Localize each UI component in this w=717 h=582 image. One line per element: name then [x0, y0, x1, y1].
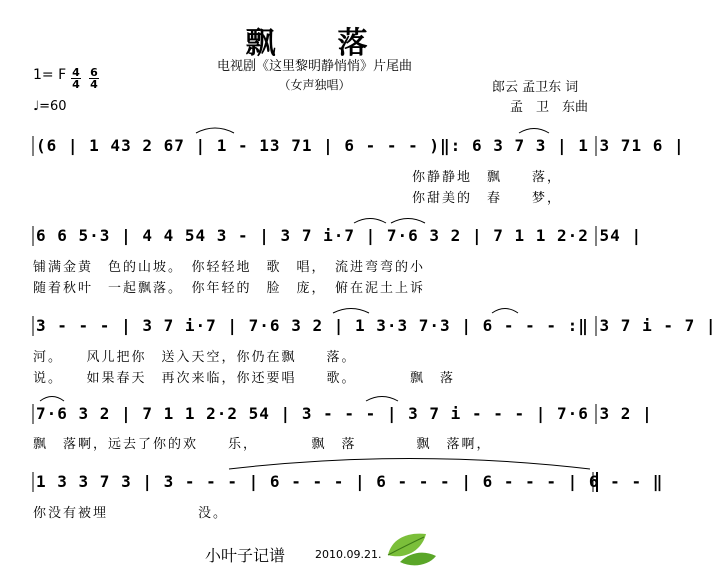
notation-line-2: 6 6 5·3 | 4 4 54 3 - | 3 7 i·7 | 7·6 3 2 | 7 1 1 2·2 54 |	[36, 226, 643, 245]
song-subtitle: 电视剧《这里黎明静悄悄》片尾曲	[216, 59, 412, 74]
transcriber-signature: 小叶子记谱	[205, 546, 286, 565]
lyric-line-3-verse-1: 河。 风儿把你 送入天空，你仍在飘 落。	[33, 350, 357, 365]
lyricist-credit: 郎云 孟卫东 词	[492, 80, 579, 95]
quarter-note-icon: ♩	[33, 99, 40, 114]
lyric-line-1-verse-1: 你静静地 飘 落，	[412, 170, 563, 185]
voice-type: （女声独唱）	[278, 78, 351, 92]
time-signature-1: 4 4	[72, 66, 80, 91]
lyric-line-2-verse-2: 随着秋叶 一起飘落。 你年轻的 脸 庞， 俯在泥土上诉	[33, 281, 426, 296]
notation-line-1: (6 | 1 43 2 67 | 1 - 13 71 | 6 - - - )‖: 6 3 7 3 | 1 3 71 6 |	[36, 136, 685, 155]
lyric-line-5: 你没有被埋 没。	[33, 506, 229, 521]
time-signature-2: 6 4	[90, 66, 98, 91]
song-title: 飘 落	[245, 26, 384, 61]
lyric-line-3-verse-2: 说。 如果春天 再次来临，你还要唱 歌。 飘 落	[33, 371, 456, 386]
lyric-line-1-verse-2: 你甜美的 春 梦，	[412, 191, 563, 206]
composer-credit: 孟 卫 东曲	[510, 100, 589, 115]
lyric-line-4: 飘 落啊，远去了你的欢 乐， 飘 落 飘 落啊，	[33, 437, 492, 452]
notation-line-5: 1 3 3 7 3 | 3 - - - | 6 - - - | 6 - - - | 6 - - - | 6 - - ‖	[36, 472, 664, 491]
tempo-marking: ♩=60	[33, 99, 67, 114]
key-signature: 1= F	[33, 67, 67, 83]
transcription-date: 2010.09.21.	[315, 548, 382, 561]
notation-line-3: 3 - - - | 3 7 i·7 | 7·6 3 2 | 1 3·3 7·3 | 6 - - - :‖ 3 7 i - 7 |	[36, 316, 717, 335]
notation-line-4: 7·6 3 2 | 7 1 1 2·2 54 | 3 - - - | 3 7 i - - - | 7·6 3 2 |	[36, 404, 653, 423]
lyric-line-2-verse-1: 铺满金黄 色的山坡。 你轻轻地 歌 唱， 流进弯弯的小	[33, 260, 426, 275]
